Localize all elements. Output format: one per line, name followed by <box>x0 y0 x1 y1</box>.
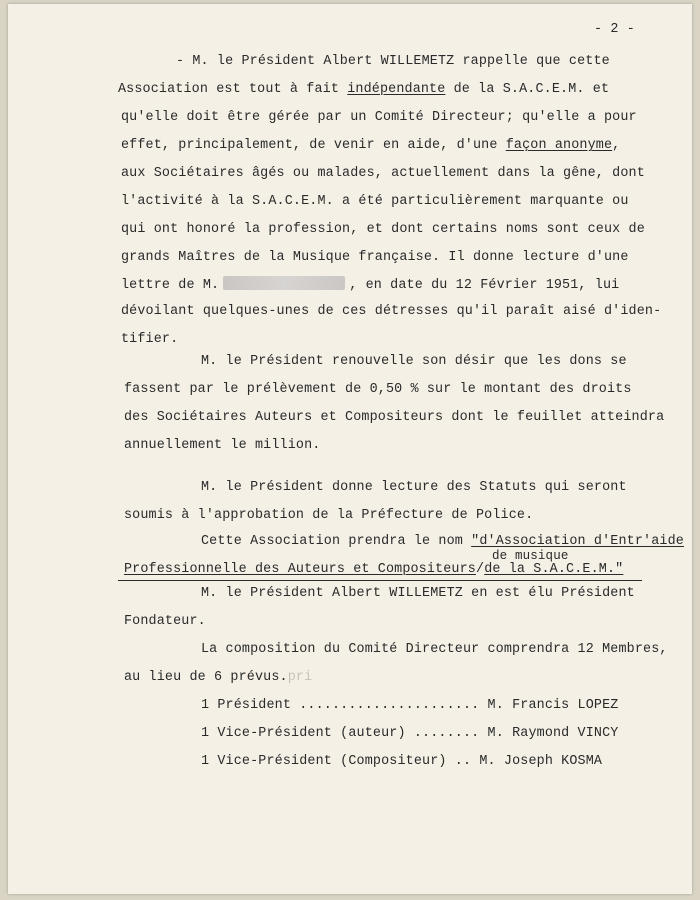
p1-line-4: effet, principalement, de venir en aide, d'une façon anonyme, <box>121 138 621 153</box>
p1-line-6: l'activité à la S.A.C.E.M. a été particulièrement marquante ou <box>121 194 629 209</box>
p3-line-1: M. le Président donne lecture des Statuts qui seront <box>201 480 627 495</box>
p6-line-2: au lieu de 6 prévus.pri <box>124 670 313 685</box>
p2-line-1: M. le Président renouvelle son désir que les dons se <box>201 354 627 369</box>
p4-line-1: Cette Association prendra le nom "d'Association d'Entr'aide <box>201 534 684 549</box>
member-role: 1 Président ...................... <box>201 698 480 713</box>
p1-line-10: dévoilant quelques-unes de ces détresses qu'il paraît aisé d'iden- <box>121 304 662 319</box>
p2-line-2: fassent par le prélèvement de 0,50 % sur le montant des droits <box>124 382 632 397</box>
member-row-2 <box>201 726 619 742</box>
underlined-association-name: "d'Association d'Entr'aide <box>471 534 684 549</box>
p1-line-5: aux Sociétaires âgés ou malades, actuellement dans la gêne, dont <box>121 166 645 181</box>
p5-line-1: M. le Président Albert WILLEMETZ en est élu Président <box>201 586 635 601</box>
p4-line-2: Professionnelle des Auteurs et Compositeurs/de la S.A.C.E.M." <box>124 562 624 577</box>
p1-line-7: qui ont honoré la profession, et dont certains noms sont ceux de <box>121 222 645 237</box>
p5-line-2: Fondateur. <box>124 614 206 629</box>
page-number: - 2 - <box>594 22 635 37</box>
underlined-facon-anonyme: façon anonyme <box>505 138 613 153</box>
member-role: 1 Vice-Président (auteur) ........ <box>201 726 480 741</box>
handdrawn-underline <box>118 580 642 581</box>
p1-line-2: Association est tout à fait indépendante de la S.A.C.E.M. et <box>118 82 610 97</box>
p6-line-1: La composition du Comité Directeur comprendra 12 Membres, <box>201 642 668 657</box>
p1-line-3: qu'elle doit être gérée par un Comité Directeur; qu'elle a pour <box>121 110 637 125</box>
p3-line-2: soumis à l'approbation de la Préfecture de Police. <box>124 508 534 523</box>
p2-line-3: des Sociétaires Auteurs et Compositeurs dont le feuillet atteindra <box>124 410 665 425</box>
underlined-independante: indépendante <box>347 82 446 97</box>
p1-line-9: lettre de M. , en date du 12 Février 1951, lui <box>121 278 620 293</box>
member-name: M. Francis LOPEZ <box>487 698 619 713</box>
p2-line-4: annuellement le million. <box>124 438 321 453</box>
p1-line-8: grands Maîtres de la Musique française. Il donne lecture d'une <box>121 250 629 265</box>
p1-line-11: tifier. <box>121 332 179 347</box>
handwritten-insert: de musique <box>492 549 569 563</box>
member-name: M. Joseph KOSMA <box>479 754 603 769</box>
member-row-1 <box>201 698 619 714</box>
redacted-name <box>223 276 345 290</box>
member-role: 1 Vice-Président (Compositeur) .. <box>201 754 472 769</box>
member-name: M. Raymond VINCY <box>487 726 619 741</box>
p1-line-1: - M. le Président Albert WILLEMETZ rappelle que cette <box>176 54 610 69</box>
member-row-3 <box>201 754 602 770</box>
